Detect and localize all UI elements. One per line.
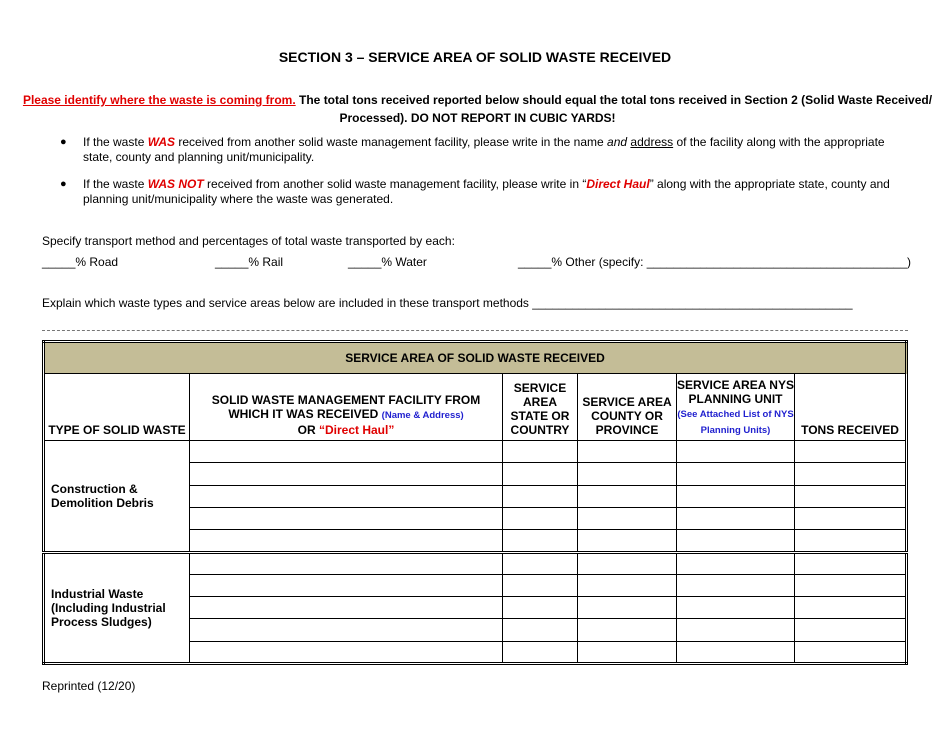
table-cell[interactable]: [578, 530, 677, 552]
table-cell[interactable]: [795, 574, 907, 596]
service-area-table: [42, 340, 908, 665]
table-cell[interactable]: [795, 552, 907, 574]
section-title: SECTION 3 – SERVICE AREA OF SOLID WASTE RECEIVED: [278, 49, 672, 65]
table-cell[interactable]: [578, 441, 677, 463]
table-cell[interactable]: [677, 574, 795, 596]
col-facility-red: “Direct Haul”: [318, 423, 395, 438]
table-cell[interactable]: [677, 552, 795, 574]
table-cell[interactable]: [190, 530, 503, 552]
bullet-dot-icon: ●: [60, 178, 67, 190]
table-cell[interactable]: [190, 641, 503, 663]
bullet2-e: ” along with the appropriate state, county and planning unit/municipality where the waste was generated.: [83, 177, 890, 206]
bullet1-address: address: [630, 135, 674, 149]
table-cell[interactable]: [578, 641, 677, 663]
table-cell[interactable]: [578, 485, 677, 507]
col-state-header: SERVICE AREA STATE OR COUNTRY: [503, 374, 578, 441]
table-cell[interactable]: [190, 463, 503, 485]
intro-rest: The total tons received reported below should equal the total tons received in Section 2 (Solid Waste Received/ Processed). DO NOT REPORT IN CUBIC YARDS!: [295, 93, 933, 125]
table-cell[interactable]: [503, 508, 578, 530]
table-cell[interactable]: [677, 641, 795, 663]
table-cell[interactable]: [677, 508, 795, 530]
transport-prompt: Specify transport method and percentages of total waste transported by each:: [42, 234, 455, 248]
bullet2-a: If the waste: [83, 177, 148, 191]
table-cell[interactable]: [190, 597, 503, 619]
table-cell[interactable]: [677, 597, 795, 619]
table-cell[interactable]: [795, 619, 907, 641]
table-cell[interactable]: [578, 508, 677, 530]
col-nys-main: SERVICE AREA NYS PLANNING UNIT: [677, 378, 794, 407]
table-cell[interactable]: [503, 530, 578, 552]
table-cell[interactable]: [578, 619, 677, 641]
col-nys-header: [677, 374, 795, 441]
table-cell[interactable]: [503, 441, 578, 463]
table-cell[interactable]: [578, 597, 677, 619]
table-cell[interactable]: [578, 552, 677, 574]
table-cell[interactable]: [503, 597, 578, 619]
table-band-title: SERVICE AREA OF SOLID WASTE RECEIVED: [44, 342, 907, 374]
bullet-was-not: [60, 177, 910, 207]
table-cell[interactable]: [795, 530, 907, 552]
bullet2-was-not: WAS NOT: [147, 177, 204, 191]
intro-red-lead: Please identify where the waste is coming from.: [22, 93, 296, 107]
table-cell[interactable]: [503, 463, 578, 485]
intro-paragraph: [20, 91, 935, 127]
table-cell[interactable]: [503, 485, 578, 507]
rail-field[interactable]: _____% Rail: [215, 255, 284, 269]
table-cell[interactable]: [677, 463, 795, 485]
table-cell[interactable]: [578, 574, 677, 596]
bullet-dot-icon: ●: [60, 136, 67, 148]
col-facility-or: OR: [297, 423, 316, 438]
col-type-header: TYPE OF SOLID WASTE: [44, 374, 190, 441]
col-facility-blue: (Name & Address): [381, 410, 464, 422]
table-cell[interactable]: [795, 641, 907, 663]
road-field[interactable]: _____% Road: [42, 255, 119, 269]
table-cell[interactable]: [503, 552, 578, 574]
col-facility-main: SOLID WASTE MANAGEMENT FACILITY FROM WHICH IT WAS RECEIVED: [211, 393, 481, 422]
table-cell[interactable]: [795, 597, 907, 619]
explain-field[interactable]: Explain which waste types and service areas below are included in these transport methods ________________________________________________: [42, 296, 853, 310]
col-nys-blue: (See Attached List of NYS Planning Units): [677, 409, 794, 437]
table-cell[interactable]: [503, 574, 578, 596]
table-cell[interactable]: [190, 485, 503, 507]
type-cell-industrial: Industrial Waste (Including Industrial Process Sludges): [44, 552, 190, 663]
col-tons-header: TONS RECEIVED: [795, 374, 907, 441]
table-cell[interactable]: [795, 441, 907, 463]
table-cell[interactable]: [795, 508, 907, 530]
table-cell[interactable]: [503, 619, 578, 641]
table-cell[interactable]: [677, 485, 795, 507]
bullet-was: [60, 135, 910, 165]
table-cell[interactable]: [677, 530, 795, 552]
table-cell[interactable]: [503, 641, 578, 663]
explain-second-line: [42, 330, 908, 331]
table-cell[interactable]: [795, 463, 907, 485]
other-field[interactable]: _____% Other (specify: _______________________________________): [518, 255, 912, 269]
col-county-header: SERVICE AREA COUNTY OR PROVINCE: [578, 374, 677, 441]
bullet1-was: WAS: [147, 135, 176, 149]
bullet1-g: of the facility along with the appropriate state, county and planning unit/municipality.: [83, 135, 885, 164]
water-field[interactable]: _____% Water: [348, 255, 427, 269]
table-cell[interactable]: [190, 574, 503, 596]
bullet1-c: received from another solid waste management facility, please write in the name: [175, 135, 608, 149]
table-cell[interactable]: [677, 619, 795, 641]
table-cell[interactable]: [578, 463, 677, 485]
footer-reprinted: Reprinted (12/20): [42, 679, 136, 693]
col-facility-header: [190, 374, 503, 441]
type-cell-construction: Construction & Demolition Debris: [44, 441, 190, 552]
table-cell[interactable]: [677, 441, 795, 463]
table-cell[interactable]: [190, 441, 503, 463]
bullet2-c: received from another solid waste management facility, please write in “: [203, 177, 587, 191]
bullet1-and: and: [607, 135, 628, 149]
table-cell[interactable]: [190, 508, 503, 530]
table-cell[interactable]: [190, 619, 503, 641]
table-cell[interactable]: [795, 485, 907, 507]
bullet1-a: If the waste: [83, 135, 148, 149]
table-cell[interactable]: [190, 552, 503, 574]
bullet2-direct-haul: Direct Haul: [586, 177, 650, 191]
